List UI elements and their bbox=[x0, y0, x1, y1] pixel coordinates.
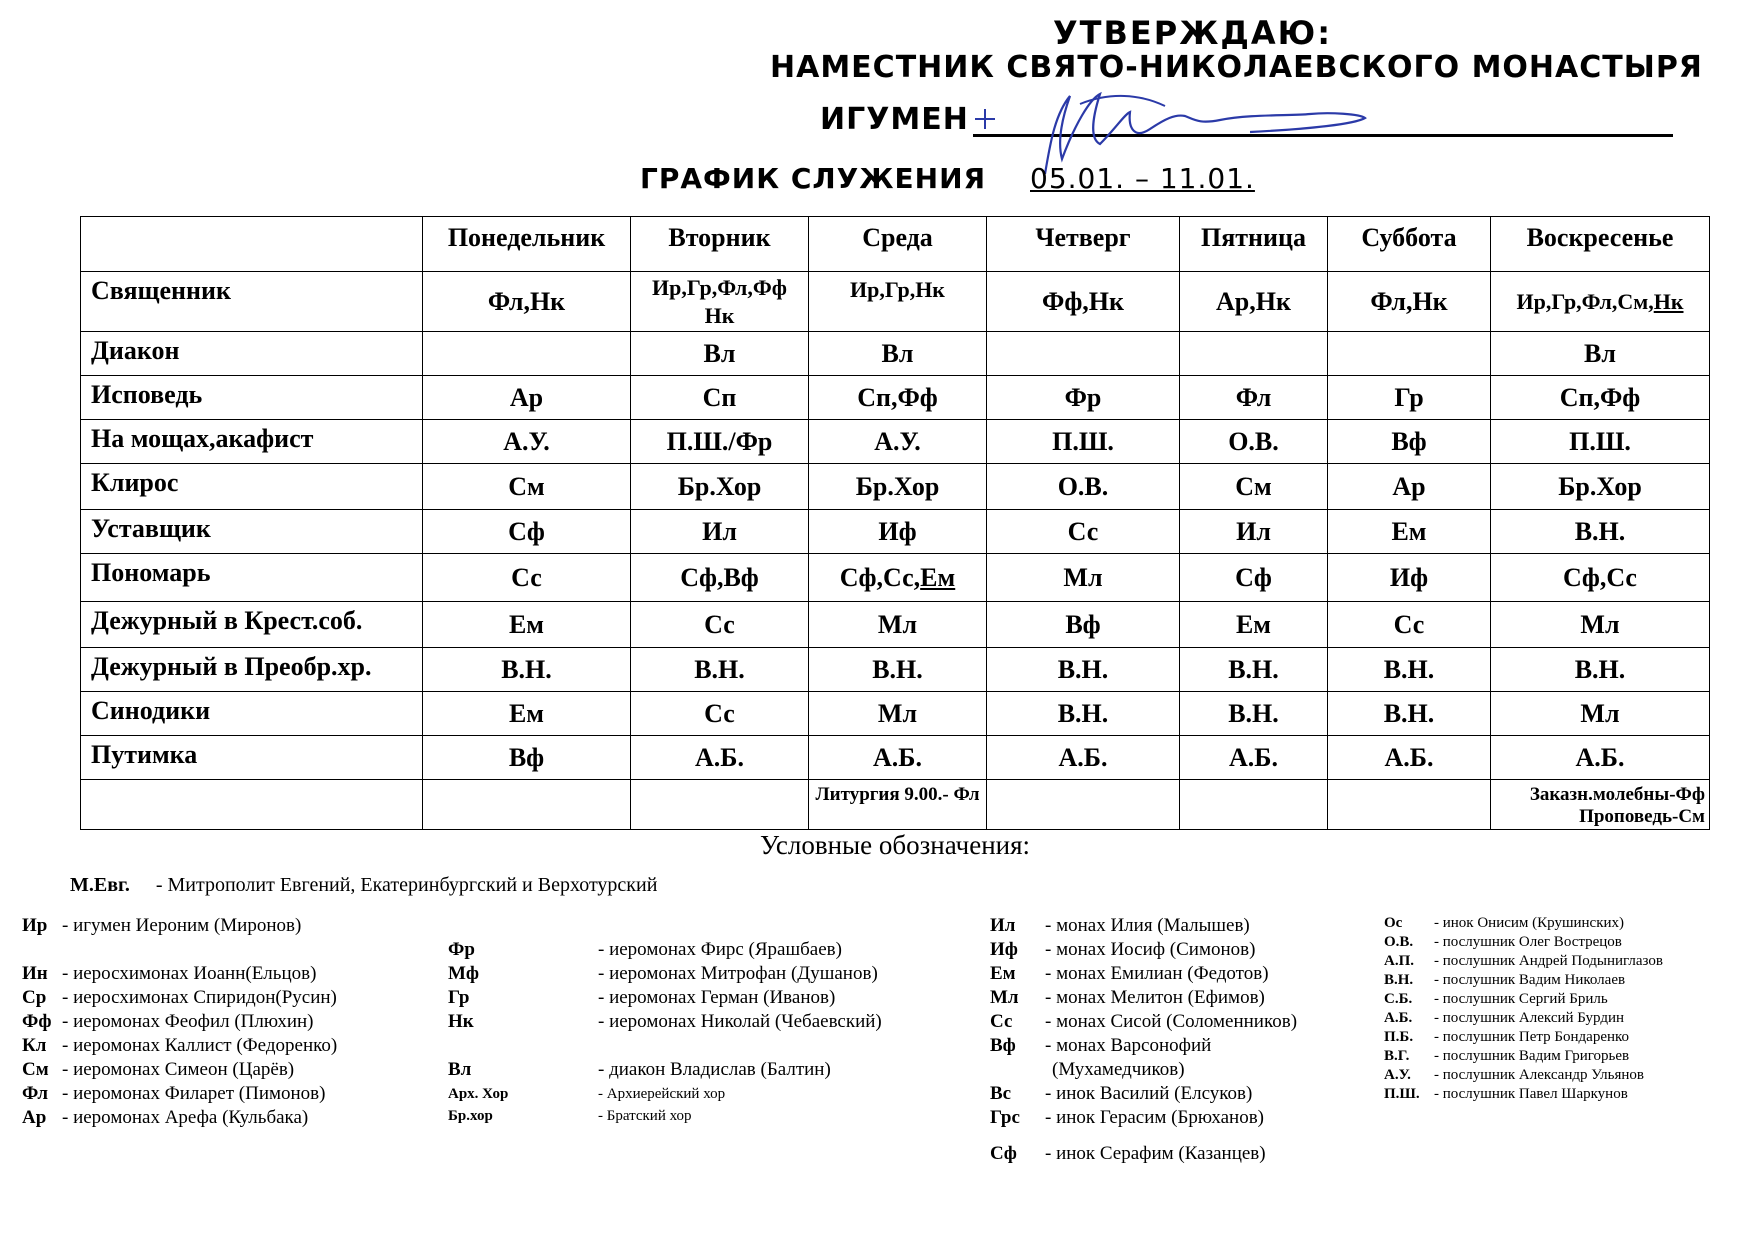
empty-cell bbox=[987, 780, 1180, 830]
legend-abbr: В.Н. bbox=[1384, 972, 1414, 988]
table-row bbox=[81, 510, 1710, 554]
table-cell: В.Н. bbox=[1180, 648, 1328, 692]
legend-text: - иеромонах Николай (Чебаевский) bbox=[598, 1011, 882, 1032]
sunday-note-line2: Проповедь-См bbox=[1579, 806, 1705, 827]
legend-text: - иеромонах Арефа (Кульбака) bbox=[62, 1107, 309, 1128]
legend-abbr: Ср bbox=[22, 987, 47, 1008]
legend-text: - иеромонах Феофил (Плюхин) bbox=[62, 1011, 314, 1032]
legend-text: - монах Сисой (Соломенников) bbox=[1045, 1011, 1298, 1032]
legend-text: (Мухамедчиков) bbox=[1052, 1059, 1185, 1080]
legend-abbr: Грс bbox=[990, 1107, 1020, 1128]
title-dates: 05.01. – 11.01. bbox=[1030, 162, 1255, 195]
table-cell: Вл bbox=[1491, 332, 1710, 376]
legend-item bbox=[22, 1010, 314, 1034]
legend-item bbox=[22, 1106, 308, 1130]
legend-abbr: Мф bbox=[448, 963, 480, 984]
legend-item bbox=[1384, 1047, 1629, 1066]
table-cell: Вф bbox=[987, 602, 1180, 648]
legend-text: - инок Серафим (Казанцев) bbox=[1045, 1143, 1266, 1164]
legend-item bbox=[22, 1082, 325, 1106]
legend-abbr: Нк bbox=[448, 1011, 474, 1032]
header-row bbox=[81, 217, 1710, 272]
row-label: Диакон bbox=[81, 332, 423, 376]
legend-item bbox=[990, 1142, 1266, 1166]
table-row bbox=[81, 332, 1710, 376]
legend-text: - послушник Вадим Григорьев bbox=[1434, 1048, 1630, 1064]
legend-abbr: Ар bbox=[22, 1107, 47, 1128]
table-cell: Вф bbox=[423, 736, 631, 780]
table-row bbox=[81, 420, 1710, 464]
legend-text: - иеромонах Герман (Иванов) bbox=[598, 987, 836, 1008]
approval-position: НАМЕСТНИК СВЯТО-НИКОЛАЕВСКОГО МОНАСТЫРЯ bbox=[770, 50, 1703, 85]
legend-item bbox=[22, 962, 316, 986]
table-row bbox=[81, 648, 1710, 692]
table-cell: В.Н. bbox=[631, 648, 809, 692]
legend-item bbox=[1384, 952, 1663, 971]
row-label: Дежурный в Крест.соб. bbox=[81, 602, 423, 648]
legend-text: - монах Мелитон (Ефимов) bbox=[1045, 987, 1265, 1008]
table-cell: В.Н. bbox=[809, 648, 987, 692]
table-cell: П.Ш./Фр bbox=[631, 420, 809, 464]
legend-item bbox=[448, 1082, 725, 1106]
legend-item bbox=[448, 1010, 882, 1034]
legend-abbr: Арх. Хор bbox=[448, 1086, 509, 1102]
empty-cell bbox=[81, 780, 423, 830]
row-label: Клирос bbox=[81, 464, 423, 510]
legend-item bbox=[990, 938, 1255, 962]
table-cell: Сп,Фф bbox=[1491, 376, 1710, 420]
legend-text: - послушник Вадим Николаев bbox=[1434, 972, 1626, 988]
table-cell: Сф,Сс,Ем bbox=[809, 554, 987, 602]
legend-item bbox=[448, 938, 842, 962]
empty-cell bbox=[423, 780, 631, 830]
legend-item bbox=[22, 986, 337, 1010]
legend-item bbox=[990, 1106, 1264, 1130]
legend-item bbox=[22, 1058, 294, 1082]
legend-item bbox=[22, 1034, 337, 1058]
legend-text: - иеросхимонах Спиридон(Русин) bbox=[62, 987, 337, 1008]
table-cell: Ил bbox=[1180, 510, 1328, 554]
legend-text: - монах Емилиан (Федотов) bbox=[1045, 963, 1269, 984]
legend-abbr: Вл bbox=[448, 1059, 472, 1080]
legend-item bbox=[990, 1010, 1297, 1034]
legend-text: - послушник Сергий Бриль bbox=[1434, 991, 1608, 1007]
legend-abbr: Мл bbox=[990, 987, 1019, 1008]
table-cell bbox=[1328, 332, 1491, 376]
legend-abbr: См bbox=[22, 1059, 49, 1080]
legend-item bbox=[448, 986, 835, 1010]
legend-abbr: Фр bbox=[448, 939, 475, 960]
empty-cell bbox=[1328, 780, 1491, 830]
legend-text: - Архиерейский хор bbox=[598, 1086, 726, 1102]
table-cell: Иф bbox=[809, 510, 987, 554]
table-cell: А.У. bbox=[423, 420, 631, 464]
table-cell: Бр.Хор bbox=[631, 464, 809, 510]
approval-heading: УТВЕРЖДАЮ: bbox=[1053, 14, 1332, 52]
table-cell: А.Б. bbox=[987, 736, 1180, 780]
legend-text: - иеромонах Фирс (Ярашбаев) bbox=[598, 939, 842, 960]
table-cell: Мл bbox=[1491, 602, 1710, 648]
legend-abbr: Сф bbox=[990, 1143, 1017, 1164]
table-row bbox=[81, 554, 1710, 602]
legend-abbr: Ир bbox=[22, 915, 48, 936]
table-cell: А.Б. bbox=[631, 736, 809, 780]
table-cell: Ем bbox=[423, 692, 631, 736]
approval-rank: ИГУМЕН bbox=[820, 102, 969, 137]
table-cell: В.Н. bbox=[1180, 692, 1328, 736]
table-cell: А.Б. bbox=[809, 736, 987, 780]
legend-abbr: Иф bbox=[990, 939, 1018, 960]
legend-text: - иеросхимонах Иоанн(Ельцов) bbox=[62, 963, 317, 984]
row-label: Путимка bbox=[81, 736, 423, 780]
table-cell: А.Б. bbox=[1180, 736, 1328, 780]
legend-abbr: Кл bbox=[22, 1035, 47, 1056]
legend-abbr: О.В. bbox=[1384, 934, 1414, 950]
table-cell: Мл bbox=[809, 602, 987, 648]
legend-text: - иеромонах Симеон (Царёв) bbox=[62, 1059, 295, 1080]
table-cell: Ем bbox=[1180, 602, 1328, 648]
row-label: Священник bbox=[81, 272, 423, 332]
header-corner bbox=[81, 217, 423, 272]
legend-item bbox=[448, 1104, 692, 1128]
table-row bbox=[81, 692, 1710, 736]
legend-text: - монах Варсонофий bbox=[1045, 1035, 1212, 1056]
liturgy-note: Литургия 9.00.- Фл bbox=[809, 780, 987, 830]
table-cell: П.Ш. bbox=[987, 420, 1180, 464]
legend-text: - Братский хор bbox=[598, 1108, 692, 1124]
table-cell: А.Б. bbox=[1491, 736, 1710, 780]
legend-abbr: П.Б. bbox=[1384, 1029, 1414, 1045]
table-cell: Иф bbox=[1328, 554, 1491, 602]
legend-text: - иеромонах Митрофан (Душанов) bbox=[598, 963, 878, 984]
table-cell bbox=[1180, 332, 1328, 376]
table-cell: Фф,Нк bbox=[987, 272, 1180, 332]
table-cell: Ар bbox=[1328, 464, 1491, 510]
table-cell: Фр bbox=[987, 376, 1180, 420]
legend-item bbox=[22, 914, 301, 938]
table-cell: Сс bbox=[1328, 602, 1491, 648]
table-cell: Сс bbox=[631, 602, 809, 648]
table-cell: Ир,Гр,Нк bbox=[809, 272, 987, 332]
row-label: На мощах,акафист bbox=[81, 420, 423, 464]
table-cell: См bbox=[423, 464, 631, 510]
table-cell: Вф bbox=[1328, 420, 1491, 464]
table-cell: В.Н. bbox=[423, 648, 631, 692]
legend-item bbox=[1384, 1085, 1628, 1104]
table-cell: Ир,Гр,Фл,Фф Нк bbox=[631, 272, 809, 332]
legend-item bbox=[990, 914, 1250, 938]
row-label: Дежурный в Преобр.хр. bbox=[81, 648, 423, 692]
legend-abbr: А.У. bbox=[1384, 1067, 1411, 1083]
day-header: Среда bbox=[809, 217, 987, 272]
table-cell: В.Н. bbox=[987, 692, 1180, 736]
table-cell: Мл bbox=[809, 692, 987, 736]
legend-metropolitan bbox=[70, 874, 657, 897]
legend-abbr: Фл bbox=[22, 1083, 49, 1104]
legend-abbr: А.П. bbox=[1384, 953, 1414, 969]
table-row bbox=[81, 736, 1710, 780]
legend-item bbox=[1384, 933, 1622, 952]
legend-text: - игумен Иероним (Миронов) bbox=[62, 915, 302, 936]
table-cell: Фл bbox=[1180, 376, 1328, 420]
table-cell: Фл,Нк bbox=[423, 272, 631, 332]
legend-item bbox=[1384, 914, 1624, 933]
legend-text: - послушник Петр Бондаренко bbox=[1434, 1029, 1630, 1045]
table-cell: Ар bbox=[423, 376, 631, 420]
table-cell: Сф bbox=[1180, 554, 1328, 602]
legend-item bbox=[990, 1034, 1211, 1058]
table-cell: В.Н. bbox=[1328, 692, 1491, 736]
table-cell: Бр.Хор bbox=[1491, 464, 1710, 510]
table-cell: См bbox=[1180, 464, 1328, 510]
day-header: Суббота bbox=[1328, 217, 1491, 272]
legend-abbr: Ем bbox=[990, 963, 1016, 984]
day-header: Вторник bbox=[631, 217, 809, 272]
table-cell: А.Б. bbox=[1328, 736, 1491, 780]
notes-row bbox=[81, 780, 1710, 830]
legend-abbr: Ос bbox=[1384, 915, 1403, 931]
table-cell: Ил bbox=[631, 510, 809, 554]
empty-cell bbox=[631, 780, 809, 830]
day-header: Пятница bbox=[1180, 217, 1328, 272]
legend-item bbox=[1384, 971, 1625, 990]
table-cell: Гр bbox=[1328, 376, 1491, 420]
table-cell: Вл bbox=[809, 332, 987, 376]
table-cell: Сс bbox=[631, 692, 809, 736]
legend-abbr: Сс bbox=[990, 1011, 1013, 1032]
legend-abbr: Фф bbox=[22, 1011, 52, 1032]
table-cell: В.Н. bbox=[987, 648, 1180, 692]
table-cell: А.У. bbox=[809, 420, 987, 464]
legend-item bbox=[1384, 1066, 1644, 1085]
table-row bbox=[81, 376, 1710, 420]
table-cell: Ем bbox=[423, 602, 631, 648]
legend-item bbox=[990, 1082, 1252, 1106]
legend-item bbox=[990, 986, 1265, 1010]
legend-abbr: Гр bbox=[448, 987, 470, 1008]
day-header: Четверг bbox=[987, 217, 1180, 272]
table-cell: В.Н. bbox=[1328, 648, 1491, 692]
table-cell: Фл,Нк bbox=[1328, 272, 1491, 332]
underlined-abbr: Нк bbox=[1653, 288, 1684, 314]
legend-text: - инок Онисим (Крушинских) bbox=[1434, 915, 1625, 931]
table-row bbox=[81, 272, 1710, 332]
legend-abbr: В.Г. bbox=[1384, 1048, 1410, 1064]
table-cell: Сф bbox=[423, 510, 631, 554]
legend-item-continuation bbox=[1052, 1058, 1185, 1082]
row-label: Пономарь bbox=[81, 554, 423, 602]
empty-cell bbox=[1180, 780, 1328, 830]
table-cell: Вл bbox=[631, 332, 809, 376]
legend-abbr: М.Евг. bbox=[70, 874, 130, 896]
legend-item bbox=[448, 962, 878, 986]
legend-item bbox=[1384, 1009, 1624, 1028]
legend-text: - Митрополит Евгений, Екатеринбургский и Верхотурский bbox=[155, 874, 658, 896]
legend-abbr: Ил bbox=[990, 915, 1016, 936]
legend-text: - послушник Андрей Подыниглазов bbox=[1434, 953, 1663, 969]
row-label: Синодики bbox=[81, 692, 423, 736]
legend-item bbox=[990, 962, 1269, 986]
table-cell: Сп bbox=[631, 376, 809, 420]
table-cell bbox=[423, 332, 631, 376]
legend-text: - иеромонах Филарет (Пимонов) bbox=[62, 1083, 326, 1104]
legend-text: - послушник Алексий Бурдин bbox=[1434, 1010, 1625, 1026]
underlined-abbr: Ем bbox=[920, 562, 956, 592]
legend-abbr: Вс bbox=[990, 1083, 1012, 1104]
table-cell: Бр.Хор bbox=[809, 464, 987, 510]
table-cell: Ир,Гр,Фл,См,Нк bbox=[1491, 272, 1710, 332]
table-cell: Сф,Вф bbox=[631, 554, 809, 602]
legend-text: - монах Иосиф (Симонов) bbox=[1045, 939, 1256, 960]
table-cell: Мл bbox=[1491, 692, 1710, 736]
legend-abbr: А.Б. bbox=[1384, 1010, 1413, 1026]
legend-text: - инок Герасим (Брюханов) bbox=[1045, 1107, 1265, 1128]
legend-text: - инок Василий (Елсуков) bbox=[1045, 1083, 1253, 1104]
table-cell: П.Ш. bbox=[1491, 420, 1710, 464]
sunday-note bbox=[1491, 780, 1710, 830]
table-cell: Ар,Нк bbox=[1180, 272, 1328, 332]
legend-text: - диакон Владислав (Балтин) bbox=[598, 1059, 831, 1080]
table-cell: В.Н. bbox=[1491, 648, 1710, 692]
table-cell: В.Н. bbox=[1491, 510, 1710, 554]
day-header: Понедельник bbox=[423, 217, 631, 272]
legend-text: - иеромонах Каллист (Федоренко) bbox=[62, 1035, 338, 1056]
legend-abbr: С.Б. bbox=[1384, 991, 1413, 1007]
row-label: Уставщик bbox=[81, 510, 423, 554]
table-cell: Мл bbox=[987, 554, 1180, 602]
legend-abbr: П.Ш. bbox=[1384, 1086, 1420, 1102]
table-cell: Ем bbox=[1328, 510, 1491, 554]
schedule-table bbox=[80, 216, 1710, 830]
legend-text: - монах Илия (Малышев) bbox=[1045, 915, 1250, 936]
table-cell: Сс bbox=[987, 510, 1180, 554]
legend-abbr: Вф bbox=[990, 1035, 1016, 1056]
legend-abbr: Бр.хор bbox=[448, 1108, 493, 1124]
table-cell: О.В. bbox=[1180, 420, 1328, 464]
day-header: Воскресенье bbox=[1491, 217, 1710, 272]
table-cell: О.В. bbox=[987, 464, 1180, 510]
table-cell: Сф,Сс bbox=[1491, 554, 1710, 602]
legend-text: - послушник Александр Ульянов bbox=[1434, 1067, 1644, 1083]
table-row bbox=[81, 602, 1710, 648]
legend-abbr: Ин bbox=[22, 963, 48, 984]
row-label: Исповедь bbox=[81, 376, 423, 420]
legend-item bbox=[448, 1058, 831, 1082]
legend-text: - послушник Павел Шаркунов bbox=[1434, 1086, 1628, 1102]
legend-text: - послушник Олег Вострецов bbox=[1434, 934, 1622, 950]
legend-item bbox=[1384, 1028, 1629, 1047]
table-cell bbox=[987, 332, 1180, 376]
table-cell: Сс bbox=[423, 554, 631, 602]
table-row bbox=[81, 464, 1710, 510]
legend-item bbox=[1384, 990, 1608, 1009]
table-cell: Сп,Фф bbox=[809, 376, 987, 420]
legend-title: Условные обозначения: bbox=[760, 830, 1031, 860]
title-label: ГРАФИК СЛУЖЕНИЯ bbox=[640, 162, 987, 195]
sunday-note-line1: Заказн.молебны-Фф bbox=[1529, 784, 1705, 805]
